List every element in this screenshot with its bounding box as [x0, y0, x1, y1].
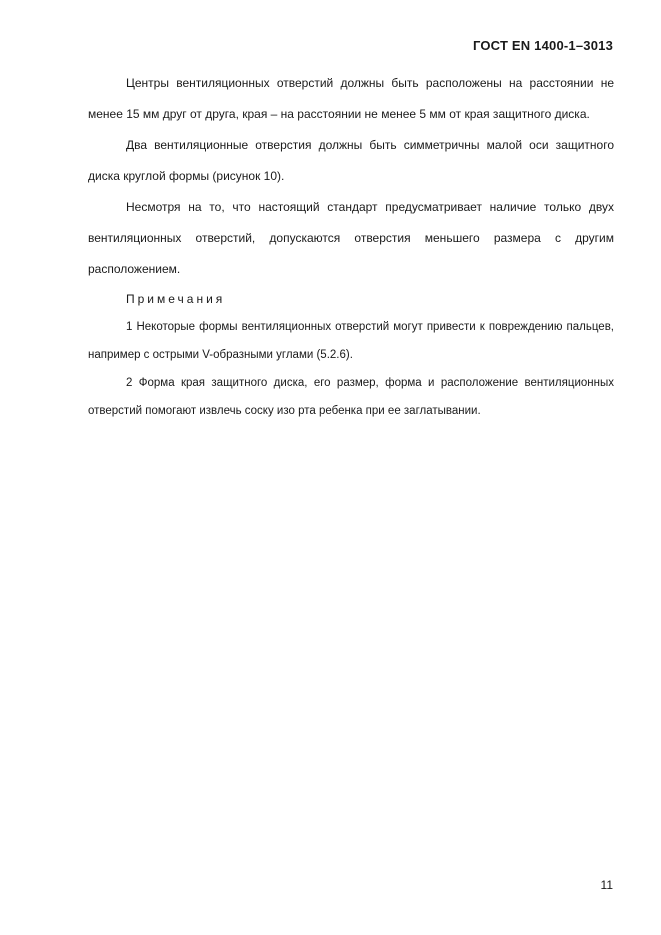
- page-number: 11: [600, 878, 613, 892]
- paragraph-vent-centers: Центры вентиляционных отверстий должны быть расположены на расстоянии не менее 15 мм друг от друга, края – на расстоянии не менее 5 мм от края защитного диска.: [88, 76, 614, 121]
- paragraph-vent-count: Несмотря на то, что настоящий стандарт предусматривает наличие только двух вентиляционных отверстий, допускаются отверстия меньшего размера с другим расположением.: [88, 200, 614, 276]
- note-item-1: 1 Некоторые формы вентиляционных отверстий могут привести к повреждению пальцев, например с острыми V-образными углами (5.2.6).: [88, 321, 614, 361]
- notes-heading: Примечания: [126, 292, 226, 306]
- body-text: [88, 68, 614, 425]
- paragraph-vent-symmetry: Два вентиляционные отверстия должны быть симметричны малой оси защитного диска круглой формы (рисунок 10).: [88, 138, 614, 183]
- note-item-2: 2 Форма края защитного диска, его размер, форма и расположение вентиляционных отверстий помогают извлечь соску изо рта ребенка при ее заглатывании.: [88, 377, 614, 417]
- document-code-header: ГОСТ EN 1400-1–3013: [472, 38, 613, 53]
